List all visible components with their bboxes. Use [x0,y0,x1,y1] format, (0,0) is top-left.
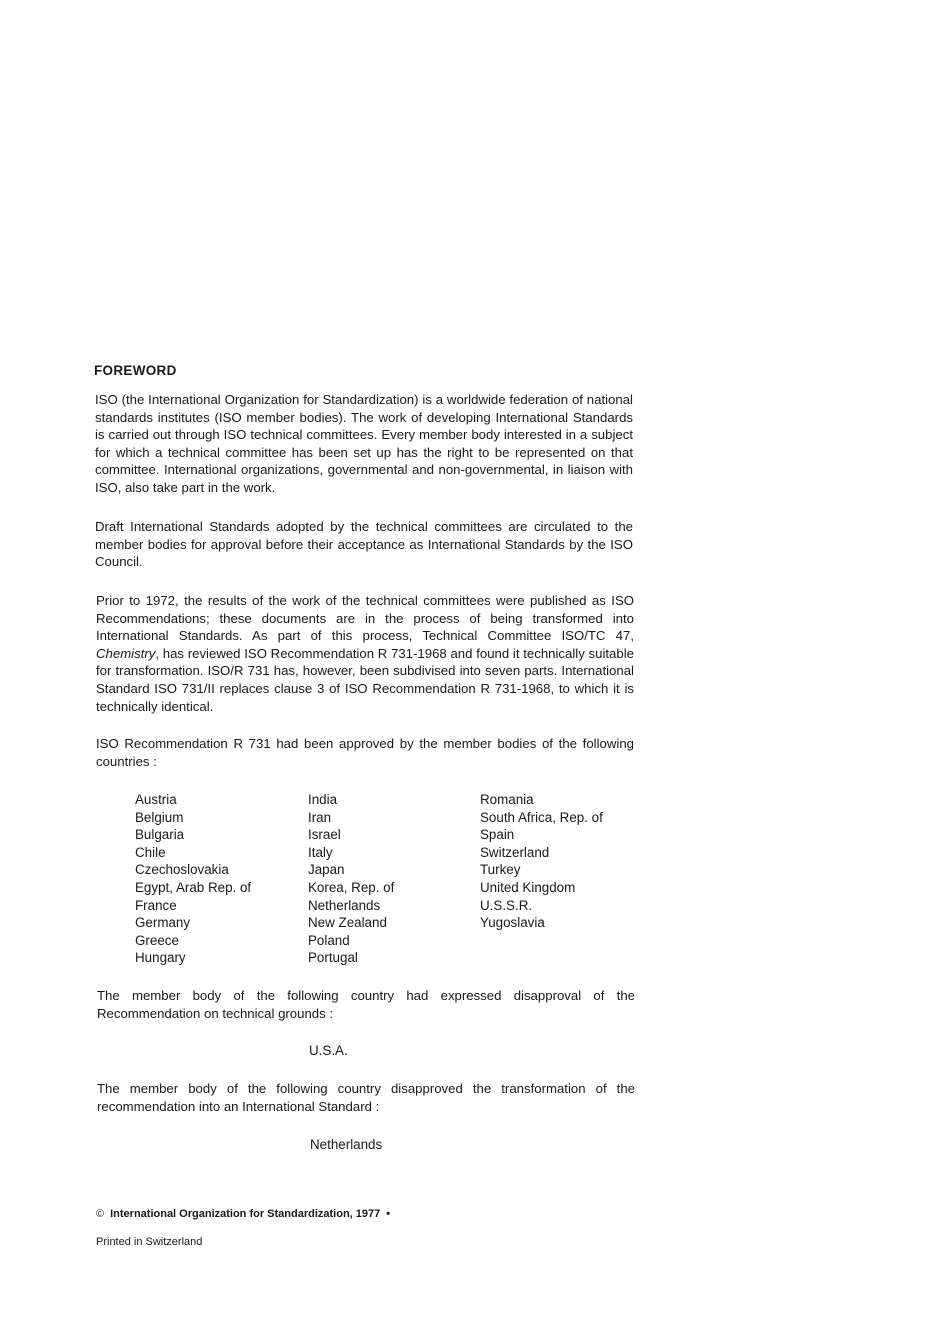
country-item: Japan [308,862,345,878]
country-item: Italy [308,844,333,860]
country-item: France [135,897,177,913]
country-item: Greece [135,932,179,948]
country-item: Turkey [480,862,521,878]
country-item: New Zealand [308,915,387,931]
foreword-paragraph-3 [96,592,634,715]
copyright-text: International Organization for Standardization, 1977 [110,1208,381,1220]
country-item: Switzerland [480,844,550,860]
country-item: India [308,792,338,807]
country-item: Poland [308,932,350,948]
country-item: Israel [308,827,341,843]
country-item: Romania [480,792,534,807]
country-item: Germany [135,915,191,931]
foreword-paragraph-2: Draft International Standards adopted by the technical committees are circulated to the member bodies for approval before their acceptance as International Standards by the ISO Council. [95,519,633,570]
country-item: Czechoslovakia [135,862,229,878]
country-item: Spain [480,827,515,843]
countries-column-1 [135,791,251,967]
paragraph-3-text-end: , has reviewed ISO Recommendation R 731-1968 and found it technically suitable for transformation. ISO/R 731 has, however, been subdivised into seven parts. International Standard ISO 731/II replaces clause 3 of ISO Recommendation R 731-1968, to which it is technically identical. [96,645,634,714]
country-item: U.S.S.R. [480,897,533,913]
foreword-paragraph-1: ISO (the International Organization for Standardization) is a worldwide federation of national standards institutes (ISO member bodies). The work of developing International Standards is carried out through ISO technical committees. Every member body interested in a subject for which a technical committee has been set up has the right to be represented on that committee. International organizations, governmental and non-governmental, in liaison with ISO, also take part in the work. [95,392,633,495]
copyright-notice [96,1208,390,1220]
disapproving-country-technical: U.S.A. [309,1043,348,1058]
country-item: South Africa, Rep. of [480,809,603,825]
country-item: Korea, Rep. of [308,879,395,895]
committee-name: Chemistry [96,645,156,661]
bullet-icon: • [386,1208,391,1220]
country-item: Chile [135,844,166,860]
disapproving-country-transformation: Netherlands [310,1137,383,1152]
country-item: Iran [308,809,332,825]
country-item: Yugoslavia [480,915,545,931]
country-item: Belgium [135,809,184,825]
foreword-paragraph-5: The member body of the following country had expressed disapproval of the Recommendation on technical grounds : [97,988,635,1021]
country-item: Hungary [135,950,186,966]
country-item: Netherlands [308,897,381,913]
country-item: Portugal [308,950,358,966]
country-item: United Kingdom [480,879,576,895]
country-item: Bulgaria [135,827,185,843]
country-item: Egypt, Arab Rep. of [135,879,252,895]
foreword-heading: FOREWORD [94,363,177,378]
printed-in-note: Printed in Switzerland [96,1236,203,1248]
foreword-paragraph-4: ISO Recommendation R 731 had been approved by the member bodies of the following countries : [96,736,634,769]
paragraph-3-text-start: Prior to 1972, the results of the work of the technical committees were published as ISO Recommendations; these documents are in the process of being transformed into International Standards. As part of this process, Technical Committee ISO/TC 47, [96,593,634,644]
foreword-paragraph-6: The member body of the following country disapproved the transformation of the recommendation into an International Standard : [97,1081,635,1114]
country-item: Austria [135,792,177,807]
copyright-icon: © [96,1208,105,1220]
countries-column-2 [308,791,394,967]
countries-column-3 [480,791,603,932]
